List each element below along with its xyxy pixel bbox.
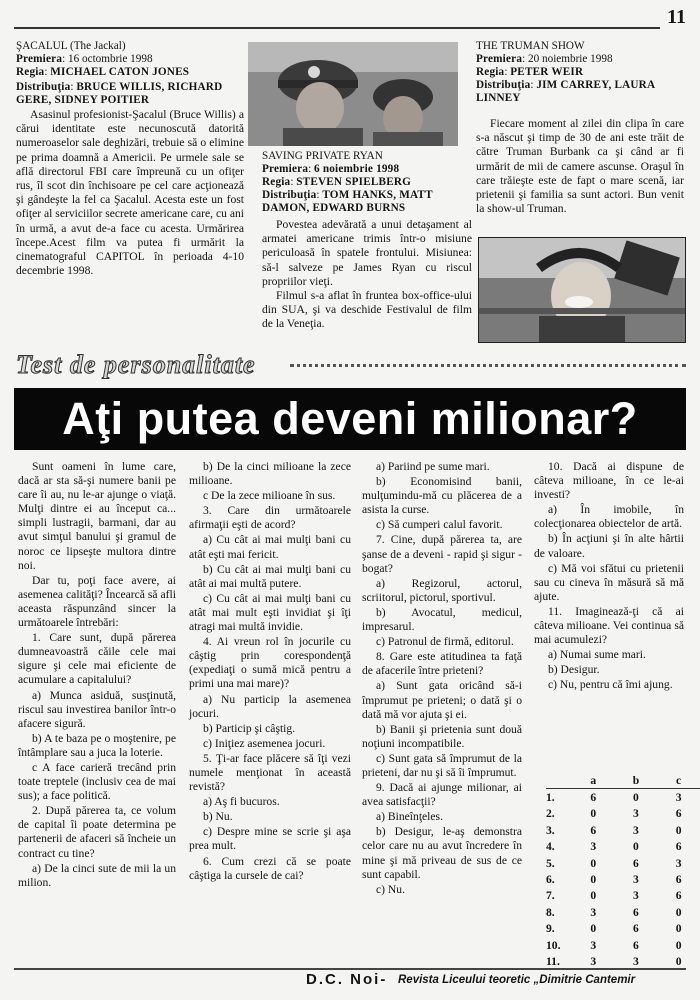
ryan-review: [262, 150, 472, 332]
jim-carrey-image: [479, 238, 685, 342]
score-c: 6: [675, 807, 682, 821]
truman-cast-label: Distribuţia: [476, 79, 531, 91]
section-title: Test de personalitate: [16, 350, 256, 379]
answer-8b: b) Banii şi prietenia sunt două noţiuni incompatibile.: [362, 722, 522, 750]
jackal-cast-label: Distribuţia: [16, 81, 71, 93]
jackal-premiere-label: Premiera: [16, 53, 63, 65]
truman-cast: JIM CARREY, LAURA LINNEY: [476, 79, 655, 104]
score-row-number: 10.: [546, 938, 561, 952]
top-rule: [14, 27, 660, 29]
score-a: 6: [590, 791, 597, 805]
answer-9c: c) Nu.: [376, 882, 405, 896]
truman-title: THE TRUMAN SHOW: [476, 40, 585, 52]
score-row-number: 5.: [546, 856, 555, 870]
score-a: 0: [590, 807, 597, 821]
jackal-body: Asasinul profesionist-Şacalul (Bruce Willis) a cărui identitate este necunoscută datorită numeroaselor sale deghizări, trebuie să o elimine pe prima doamnă a Americii. Pe urmele sale se află directorul FBI care împreună cu un ofiţer rus, îl scot din închisoare pe cel care acţionează şi gândeşte la fel ca Şacalul. Acesta este un fost ofiţer al serviciilor secrete americane care, cu ani în urmă, a avut de-a face cu acesta. Urmărirea începe.Acest film va putea fi urmărit la cinematograful CAPITOL în perioada 4-10 decembrie 1998.: [16, 108, 244, 278]
answer-11c: c) Nu, pentru că îmi ajung.: [548, 678, 673, 692]
answer-2b: b) De la cinci milioane la zece milioane.: [189, 460, 351, 488]
answer-8c: c) Sunt gata să împrumut de la prieteni, dar nu şi să îi împrumut.: [362, 751, 522, 779]
truman-premiere: 20 noiembrie 1998: [528, 53, 613, 65]
jackal-review: [16, 40, 244, 278]
truman-review: [476, 40, 684, 216]
answer-2c: c De la zece milioane în sus.: [203, 489, 336, 503]
score-c: 0: [675, 922, 682, 936]
jackal-premiere: 16 octombrie 1998: [68, 53, 153, 65]
score-b: 3: [633, 873, 639, 887]
score-b: 6: [633, 856, 639, 870]
question-11: 11. Imaginează-ţi că ai câteva milioane. Vei continua să mai acumulezi?: [534, 604, 684, 647]
ryan-title: SAVING PRIVATE RYAN: [262, 150, 383, 162]
answer-5b: b) Nu.: [203, 810, 233, 824]
answer-5a: a) Aş fi bucuros.: [203, 795, 280, 809]
answer-10c: c) Mă voi sfătui cu prietenii sau cu cineva în măsură să mă ajute.: [534, 561, 684, 603]
footer-brand: D.C. Noi-: [306, 971, 388, 988]
footer: [14, 970, 686, 994]
question-1: 1. Care sunt, după părerea dumneavoastră căile cele mai sigure şi cele mai eficiente de acumulare a capitalului?: [18, 631, 176, 687]
answer-3a: a) Cu cât ai mai mulţi bani cu atât eşti mai fericit.: [189, 533, 351, 561]
score-b: 0: [633, 840, 639, 854]
ryan-director: STEVEN SPIELBERG: [296, 176, 412, 188]
answer-4c: c) Iniţiez asemenea jocuri.: [203, 736, 326, 750]
jackal-director: MICHAEL CATON JONES: [50, 66, 190, 78]
truman-body: Fiecare moment al zilei din clipa în care s-a născut şi timp de 30 de ani este trăit de către Truman Burbank ca şi când ar fi urmărit de mii de camere ascunse. Oraşul în care trăieşte este de fapt o mare scenă, iar prietenii şi familia sa sunt actori. Bun venit la show-ul Truman.: [476, 117, 684, 216]
score-b: 3: [633, 823, 639, 837]
truman-director-label: Regia: [476, 66, 505, 78]
score-b: 0: [633, 791, 639, 805]
answer-11b: b) Desigur.: [548, 663, 600, 677]
score-c: 3: [675, 791, 682, 805]
question-10: 10. Dacă ai dispune de câteva milioane, în ce le-ai investi?: [534, 460, 684, 502]
question-2: 2. După părerea ta, ce volum de capital îi poate determina pe partenerii de afaceri să încheie un contract cu tine?: [18, 804, 176, 860]
answer-6b: b) Economisind banii, mulţumindu-mă cu plăcerea de a asista la curse.: [362, 475, 522, 517]
score-row-number: 6.: [546, 873, 555, 887]
section-dotted-rule: [290, 364, 686, 367]
question-4: 4. Ai vreun rol în jocurile cu câştig prin corespondenţă (expediaţi o sumă mică pentru a primi una mai mare)?: [189, 635, 351, 691]
score-a: 6: [590, 823, 597, 837]
score-header-row: [546, 772, 700, 789]
score-row-number: 9.: [546, 922, 555, 936]
score-row: [546, 921, 700, 937]
answer-1c: c A face carieră trecând prin toate treptele (inclusiv cea de mai sus); a face politică.: [18, 760, 176, 803]
score-b: 6: [633, 938, 639, 952]
score-row-number: 3.: [546, 823, 555, 837]
answer-9a: a) Bineînţeles.: [376, 810, 443, 824]
answer-1b: b) A te baza pe o moştenire, pe întâmplare sau a juca la loterie.: [18, 731, 176, 759]
question-8: 8. Gare este atitudinea ta faţă de afacerile între prieteni?: [362, 650, 522, 678]
answer-4a: a) Nu particip la asemenea jocuri.: [189, 692, 351, 720]
answer-4b: b) Particip şi câştig.: [203, 721, 296, 735]
truman-premiere-label: Premiera: [476, 53, 523, 65]
jackal-cast: BRUCE WILLIS, RICHARD GERE, SIDNEY POITIER: [16, 81, 223, 106]
score-row: [546, 888, 700, 904]
score-a: 3: [590, 905, 597, 919]
test-column-3: [362, 460, 522, 898]
test-intro-2: Dar tu, poţi face avere, ai asemenea calităţi? Încearcă să afli aceasta răspunzând sincer la următoarele întrebări:: [18, 573, 176, 630]
score-row: [546, 822, 700, 838]
answer-3b: b) Cu cât ai mai mulţi bani cu atât ai mai multă putere.: [189, 562, 351, 590]
score-row: [546, 871, 700, 887]
ryan-header: SAVING PRIVATE RYAN Premiera: 6 noiembrie 1998 Regia: STEVEN SPIELBERG Distribuţia: TOM HANKS, MATT DAMON, EDWARD BURNS: [262, 150, 472, 215]
score-c: 0: [675, 954, 682, 968]
jackal-title: ŞACALUL (The Jackal): [16, 40, 126, 52]
answer-6c: c) Să cumperi calul favorit.: [376, 518, 503, 532]
test-column-2: [189, 460, 351, 884]
page-number: 11: [667, 6, 686, 28]
footer-magazine: Revista Liceului teoretic „Dimitrie Cantemir: [398, 974, 636, 986]
answer-10a: a) În imobile, în colecţionarea obiectelor de artă.: [534, 503, 684, 531]
score-a: 3: [590, 840, 597, 854]
score-row-number: 11.: [546, 954, 560, 968]
score-header-b: b: [615, 772, 658, 789]
score-a: 0: [590, 922, 597, 936]
headline-banner: Aţi putea deveni milionar?: [14, 388, 686, 450]
score-table: [546, 772, 700, 970]
score-row-number: 8.: [546, 905, 555, 919]
score-b: 6: [633, 922, 639, 936]
answer-7a: a) Regizorul, actorul, scriitorul, pictorul, sportivul.: [362, 576, 522, 604]
score-row: [546, 937, 700, 953]
answer-10b: b) În acţiuni şi în alte hârtii de valoare.: [534, 532, 684, 560]
score-row: [546, 806, 700, 822]
test-intro-1: Sunt oameni în lume care, dacă ar sta să-şi numere banii pe care îi au, nu le-ar ajunge o viaţă. Mulţi dintre ei au început ca... simpli lustragii, barmani, dar au avut simţul banului şi gramul de noroc ce lipseşte multora dintre noi.: [18, 460, 176, 572]
truman-show-photo: [478, 237, 686, 343]
answer-8a: a) Sunt gata oricând să-i împrumut pe prieteni; o dată şi o dată mă vor ajuta şi ei.: [362, 679, 522, 721]
score-header-a: a: [572, 772, 615, 789]
score-row: [546, 789, 700, 806]
answer-2a: a) De la cinci sute de mii la un milion.: [18, 861, 176, 889]
score-c: 3: [675, 856, 682, 870]
score-b: 6: [633, 905, 639, 919]
score-c: 6: [675, 873, 682, 887]
ryan-premiere-label: Premiera: [262, 163, 309, 175]
ryan-body-1: Povestea adevărată a unui detaşament al armatei americane trimis într-o misiune periculoasă în spatele frontului. Misiunea: să-l salveze pe James Ryan cu riscul propriilor vieţi.: [262, 218, 472, 288]
score-a: 3: [590, 954, 597, 968]
score-row-number: 4.: [546, 840, 555, 854]
answer-7b: b) Avocatul, medicul, impresarul.: [362, 605, 522, 634]
answer-6a: a) Pariind pe sume mari.: [376, 460, 490, 473]
score-header-c: c: [657, 772, 700, 789]
question-5: 5. Ţi-ar face plăcere să îţi vezi numele menţionat în această revistă?: [189, 751, 351, 794]
answer-5c: c) Despre mine se scrie şi aşa prea mult.: [189, 825, 351, 853]
score-c: 0: [675, 938, 682, 952]
ryan-director-label: Regia: [262, 176, 291, 188]
ryan-cast: TOM HANKS, MATT DAMON, EDWARD BURNS: [262, 189, 433, 214]
answer-7c: c) Patronul de firmă, editorul.: [376, 635, 514, 649]
soldiers-image: [248, 42, 458, 146]
score-a: 0: [590, 873, 597, 887]
score-row: [546, 855, 700, 871]
score-row-number: 1.: [546, 791, 555, 805]
question-7: 7. Cine, după părerea ta, are şanse de a deveni - rapid şi sigur - bogat?: [362, 533, 522, 575]
score-c: 6: [675, 889, 682, 903]
test-column-1: [18, 460, 176, 891]
question-6: 6. Cum crezi că se poate câştiga la cursele de cai?: [189, 854, 351, 882]
ryan-cast-label: Distribuţia: [262, 189, 317, 201]
score-row: [546, 904, 700, 920]
score-c: 6: [675, 840, 682, 854]
score-a: 3: [590, 938, 597, 952]
question-3: 3. Care din următoarele afirmaţii eşti de acord?: [189, 504, 351, 532]
score-row: [546, 839, 700, 855]
score-a: 0: [590, 889, 597, 903]
jackal-director-label: Regia: [16, 66, 45, 78]
score-b: 3: [633, 954, 639, 968]
answer-3c: c) Cu cât ai mai mulţi bani cu atât mai mult eşti invidiat şi îţi atragi mai multă invidie.: [189, 591, 351, 634]
truman-header: THE TRUMAN SHOW Premiera: 20 noiembrie 1998 Regia: PETER WEIR Distribuţia: JIM CARREY, LAURA LINNEY: [476, 40, 684, 105]
saving-private-ryan-photo: [248, 42, 458, 146]
answer-11a: a) Numai sume mari.: [548, 648, 646, 662]
answer-9b: b) Desigur, le-aş demonstra celor care nu au avut încredere în mine şi mă priveau de sus de ce sunt capabil.: [362, 825, 522, 881]
score-row-number: 7.: [546, 889, 555, 903]
ryan-premiere: 6 noiembrie 1998: [314, 163, 400, 175]
ryan-body-2: Filmul s-a aflat în fruntea box-office-ului din SUA, şi va deschide Festivalul de film de la Veneţia.: [262, 289, 472, 331]
jackal-header: ŞACALUL (The Jackal) Premiera: 16 octombrie 1998 Regia: MICHAEL CATON JONES Distribuţia: BRUCE WILLIS, RICHARD GERE, SIDNEY POITIER: [16, 40, 244, 107]
score-b: 3: [633, 889, 639, 903]
score-row-number: 2.: [546, 807, 555, 821]
score-a: 0: [590, 856, 597, 870]
test-column-4: [534, 460, 684, 694]
answer-1a: a) Munca asiduă, susţinută, riscul sau investirea banilor într-o afacere sigură.: [18, 688, 176, 730]
score-table-wrap: [546, 772, 700, 970]
question-9: 9. Dacă ai ajunge milionar, ai avea satisfacţii?: [362, 781, 522, 809]
score-c: 0: [675, 823, 682, 837]
score-b: 3: [633, 807, 639, 821]
score-c: 0: [675, 905, 682, 919]
truman-director: PETER WEIR: [510, 66, 584, 78]
